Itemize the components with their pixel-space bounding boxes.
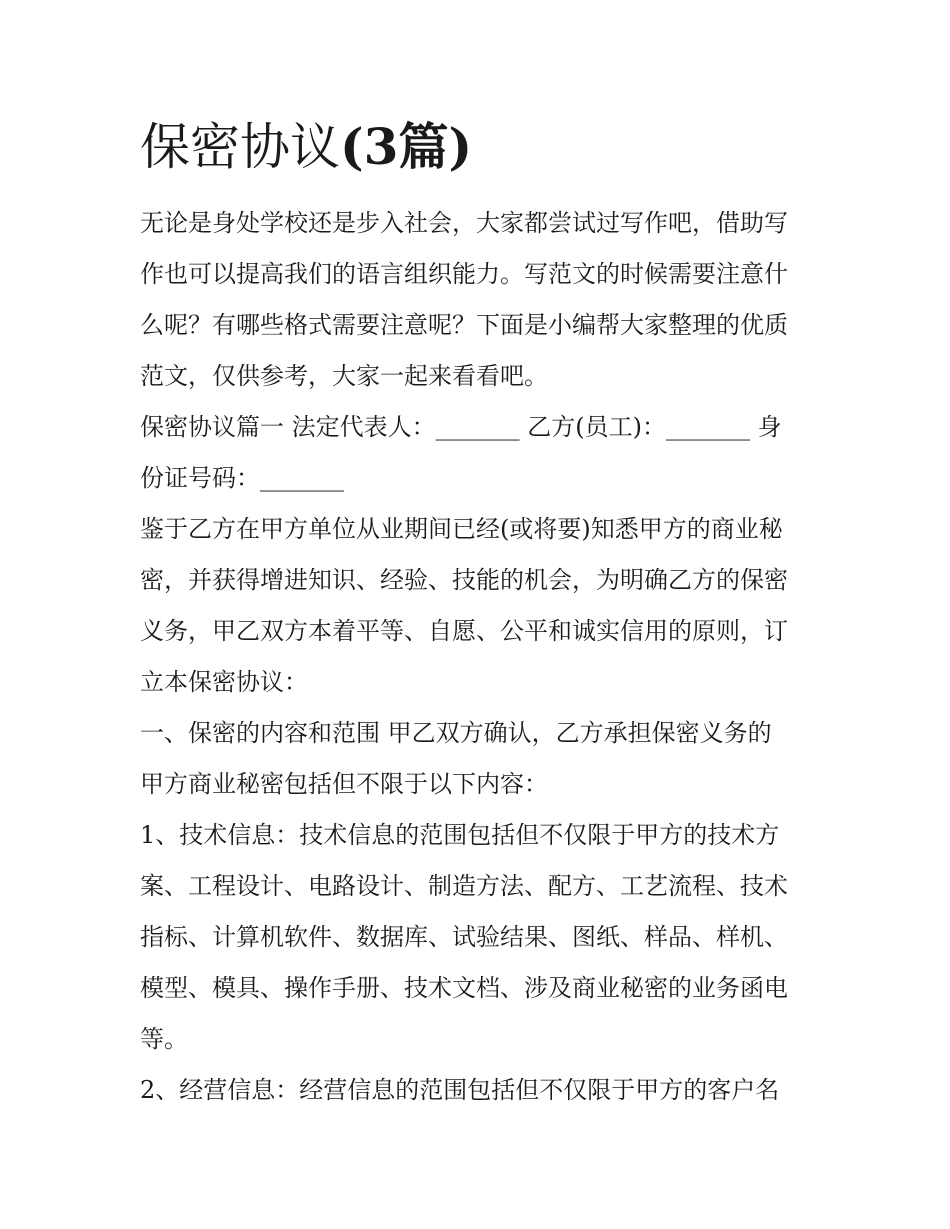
body-line: 鉴于乙方在甲方单位从业期间已经(或将要)知悉甲方的商业秘: [140, 515, 783, 543]
body-line: 案、工程设计、电路设计、制造方法、配方、工艺流程、技术: [140, 872, 788, 900]
body-line: 一、保密的内容和范围 甲乙双方确认，乙方承担保密义务的: [140, 719, 772, 747]
title-text: 保密协议: [140, 118, 340, 176]
document-body: [140, 198, 820, 1116]
body-line: 模型、模具、操作手册、技术文档、涉及商业秘密的业务函电: [140, 974, 788, 1002]
body-line: 么呢？有哪些格式需要注意呢？下面是小编帮大家整理的优质: [140, 311, 788, 339]
body-line: 2、经营信息：经营信息的范围包括但不仅限于甲方的客户名: [140, 1076, 780, 1104]
body-line: 保密协议篇一 法定代表人：_______ 乙方(员工)：_______ 身: [140, 413, 782, 441]
body-line: 范文，仅供参考，大家一起来看看吧。: [140, 362, 548, 390]
document-title: [140, 112, 820, 182]
body-line: 立本保密协议：: [140, 668, 308, 696]
body-line: 甲方商业秘密包括但不限于以下内容：: [140, 770, 548, 798]
document-page: [140, 112, 820, 1116]
body-line: 无论是身处学校还是步入社会，大家都尝试过写作吧，借助写: [140, 209, 788, 237]
body-line: 义务，甲乙双方本着平等、自愿、公平和诚实信用的原则，订: [140, 617, 788, 645]
body-line: 等。: [140, 1025, 188, 1053]
body-line: 作也可以提高我们的语言组织能力。写范文的时候需要注意什: [140, 260, 788, 288]
body-line: 密，并获得增进知识、经验、技能的机会，为明确乙方的保密: [140, 566, 788, 594]
body-line: 指标、计算机软件、数据库、试验结果、图纸、样品、样机、: [140, 923, 788, 951]
title-suffix: (3篇): [340, 117, 473, 176]
body-line: 1、技术信息：技术信息的范围包括但不仅限于甲方的技术方: [140, 821, 780, 849]
body-line: 份证号码：_______: [140, 464, 344, 492]
